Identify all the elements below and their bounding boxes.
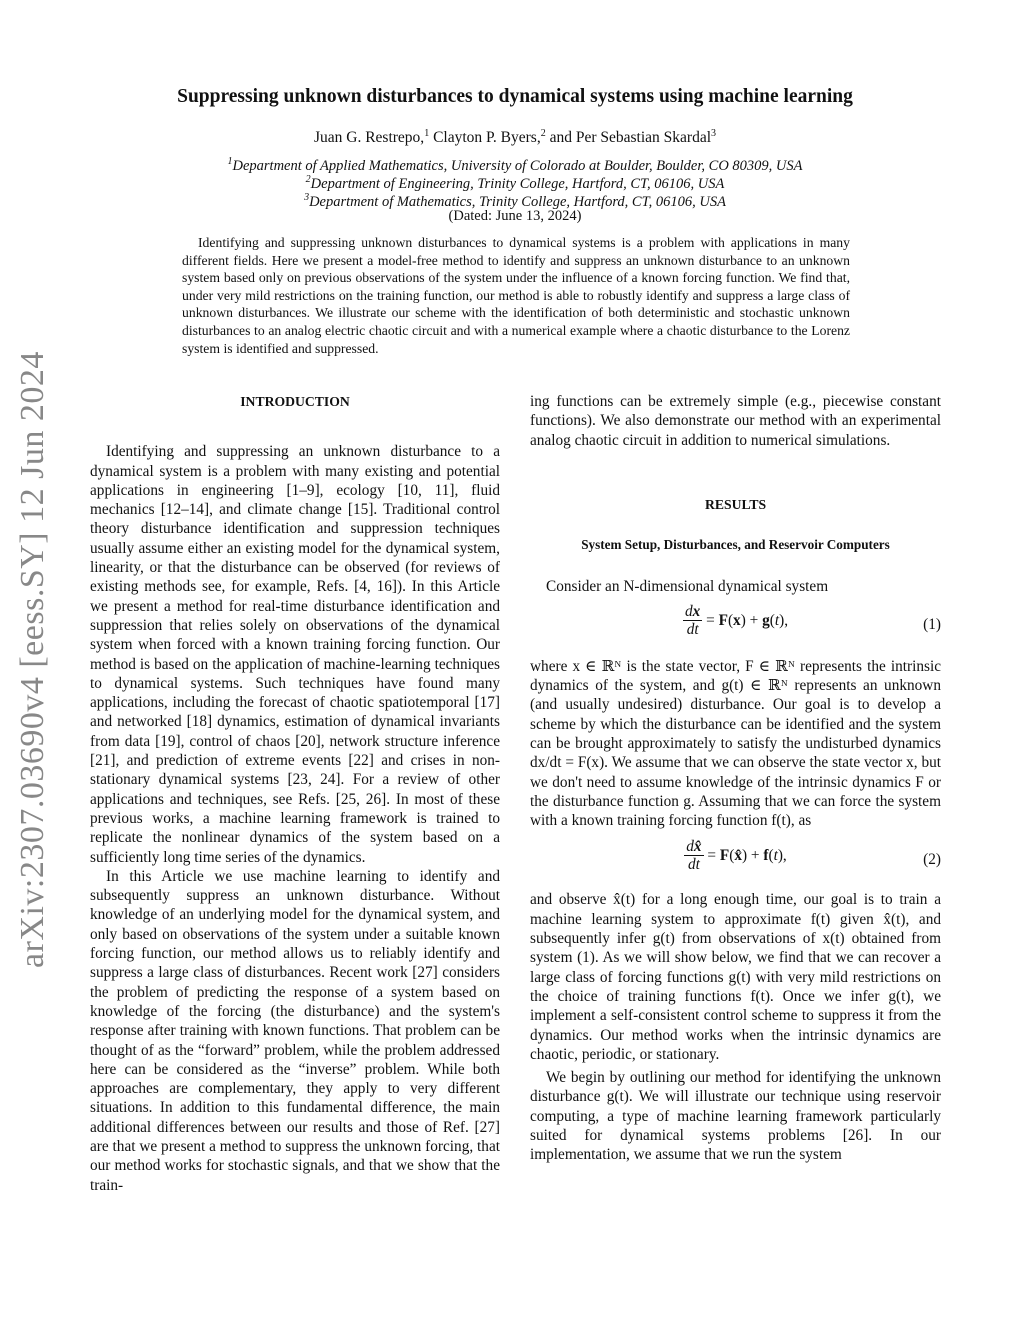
- arxiv-sidebar-stamp: arXiv:2307.03690v4 [eess.SY] 12 Jun 2024: [14, 351, 51, 969]
- equation-1-number: (1): [923, 615, 941, 633]
- observe-paragraph: and observe x̂(t) for a long enough time, our goal is to train a machine learning system to approximate f(t) given x̂(t), and subsequently infer g(t) from observations of x(t) obtained from system (1). As we will show below, we find that we can recover a large class of forcing functions g(t) with very mild restrictions on the choice of training functions f(t). Once we infer g(t), we implement a self-consistent control scheme to suppress it from the dynamics. Our method works when the intrinsic dynamics are chaotic, periodic, or stationary.: [530, 891, 941, 1063]
- dated-line: (Dated: June 13, 2024): [448, 208, 582, 224]
- intro-paragraph-continued: ing functions can be extremely simple (e.g., piecewise constant functions). We also demonstrate our method with an experimental analog chaotic circuit in addition to numerical simulations.: [530, 393, 941, 449]
- consider-sentence: Consider an N-dimensional dynamical system: [546, 578, 829, 596]
- where-paragraph: where x ∈ ℝᴺ is the state vector, F ∈ ℝᴺ represents the intrinsic dynamics of the system, and g(t) ∈ ℝᴺ represents an unknown (and usually undesired) disturbance. Our goal is to develop a scheme by which the disturbance can be identified and the system can be brought approximately to satisfy the undisturbed dynamics dx/dt = F(x). We assume that we can observe the state vector x, but we don't need to assume knowledge of the intrinsic dynamics F or the disturbance function g. Assuming that we can force the system with a known training forcing function f(t), as: [530, 657, 941, 830]
- begin-paragraph: We begin by outlining our method for identifying the unknown disturbance g(t). We will illustrate our technique using reservoir computing, a type of machine learning framework particularly suited for dynamical systems problems [26]. In our implementation, we assume that we run the system: [530, 1069, 941, 1164]
- left-column: [90, 392, 500, 1195]
- equation-2-number: (2): [923, 851, 941, 869]
- paper-title: Suppressing unknown disturbances to dynamical systems using machine learning: [177, 86, 853, 107]
- affiliation-2: $^2$Department of Engineering, Trinity College, Hartford, CT, 06106, USA: [305, 174, 725, 192]
- intro-paragraph-2: In this Article we use machine learning to identify and subsequently suppress an unknown disturbance. Without knowledge of an underlying model for the dynamical system, and only based on observations of the system under a suitable known forcing function, our method allows us to reliably identify and suppress a large class of disturbances. Recent work [27] considers the problem of predicting the response of a system based on knowledge of the forcing (the disturbance) and the system's response after training with known functions. That problem can be thought of as the “forward” problem, while the problem addressed here can be considered as the “inverse” problem. While both approaches are complementary, they apply to very different situations. In addition to this fundamental difference, the main additional differences between our results and those of Ref. [27] are that we present a method to suppress the unknown forcing, that our method works for stochastic signals, and that we show that the train-: [90, 867, 500, 1194]
- introduction-heading: INTRODUCTION: [240, 394, 350, 409]
- author-2: Clayton P. Byers,: [433, 129, 541, 147]
- author-3: and Per Sebastian Skardal: [549, 129, 712, 147]
- equation-2: $\frac{dx̂}{dt}$ = F(x̂) + f(t), (2): [686, 838, 941, 874]
- results-heading: RESULTS: [704, 496, 767, 512]
- subsection-heading: System Setup, Disturbances, and Reservoir Computers: [581, 537, 890, 553]
- right-column: [530, 392, 941, 1165]
- author-list: Juan G. Restrepo,$^1$ Clayton P. Byers,$^2$ and Per Sebastian Skardal$^3$: [313, 128, 717, 147]
- intro-paragraph-1: Identifying and suppressing an unknown disturbance to a dynamical system is a problem with many existing and potential applications in engineering [1–9], ecology [10, 11], fluid mechanics [12–14], and climate change [15]. Traditional control theory disturbance identification and suppression techniques usually assume either an existing model for the dynamical system, linearity, or that the disturbance can be observed (for reviews of existing methods see, for example, Refs. [4, 16]). In this Article we present a method for real-time disturbance identification and suppression that relies solely on observations of the dynamical system when forced with a known training forcing function. Our method is based on the application of machine-learning techniques to dynamical systems. Such techniques have found many applications, including the forecast of chaotic spatiotemporal [17] and networked [18] dynamics, estimation of dynamical invariants from data [19], control of chaos [20], network structure inference [21], and prediction of extreme events [22] and crises in non-stationary dynamical systems [23, 24]. For a review of other applications and techniques, see Refs. [25, 26]. In most of these previous works, a machine learning framework is trained to replicate the nonlinear dynamics of the system based on a sufficiently long time series of the dynamics.: [90, 443, 500, 866]
- affiliation-1: $^1$Department of Applied Mathematics, University of Colorado at Boulder, Boulder, CO 80309, USA: [227, 156, 803, 174]
- equation-1: $\frac{dx}{dt}$ = F(x) + g(t), (1): [684, 602, 941, 638]
- author-1: Juan G. Restrepo,: [313, 129, 425, 147]
- affiliation-3: $^3$Department of Mathematics, Trinity College, Hartford, CT, 06106, USA: [304, 192, 726, 210]
- abstract: Identifying and suppressing unknown disturbances to dynamical systems is a problem with applications in many different fields. Here we present a model-free method to identify and suppress an unknown disturbance to an unknown system based only on previous observations of the system under the influence of a known forcing function. We find that, under very mild restrictions on the training function, our method is able to robustly identify and suppress a large class of unknown disturbances. We illustrate our scheme with the identification of both deterministic and stochastic unknown disturbances to an analog electric chaotic circuit and with a numerical example where a chaotic disturbance to the Lorenz system is identified and suppressed.: [182, 235, 850, 356]
